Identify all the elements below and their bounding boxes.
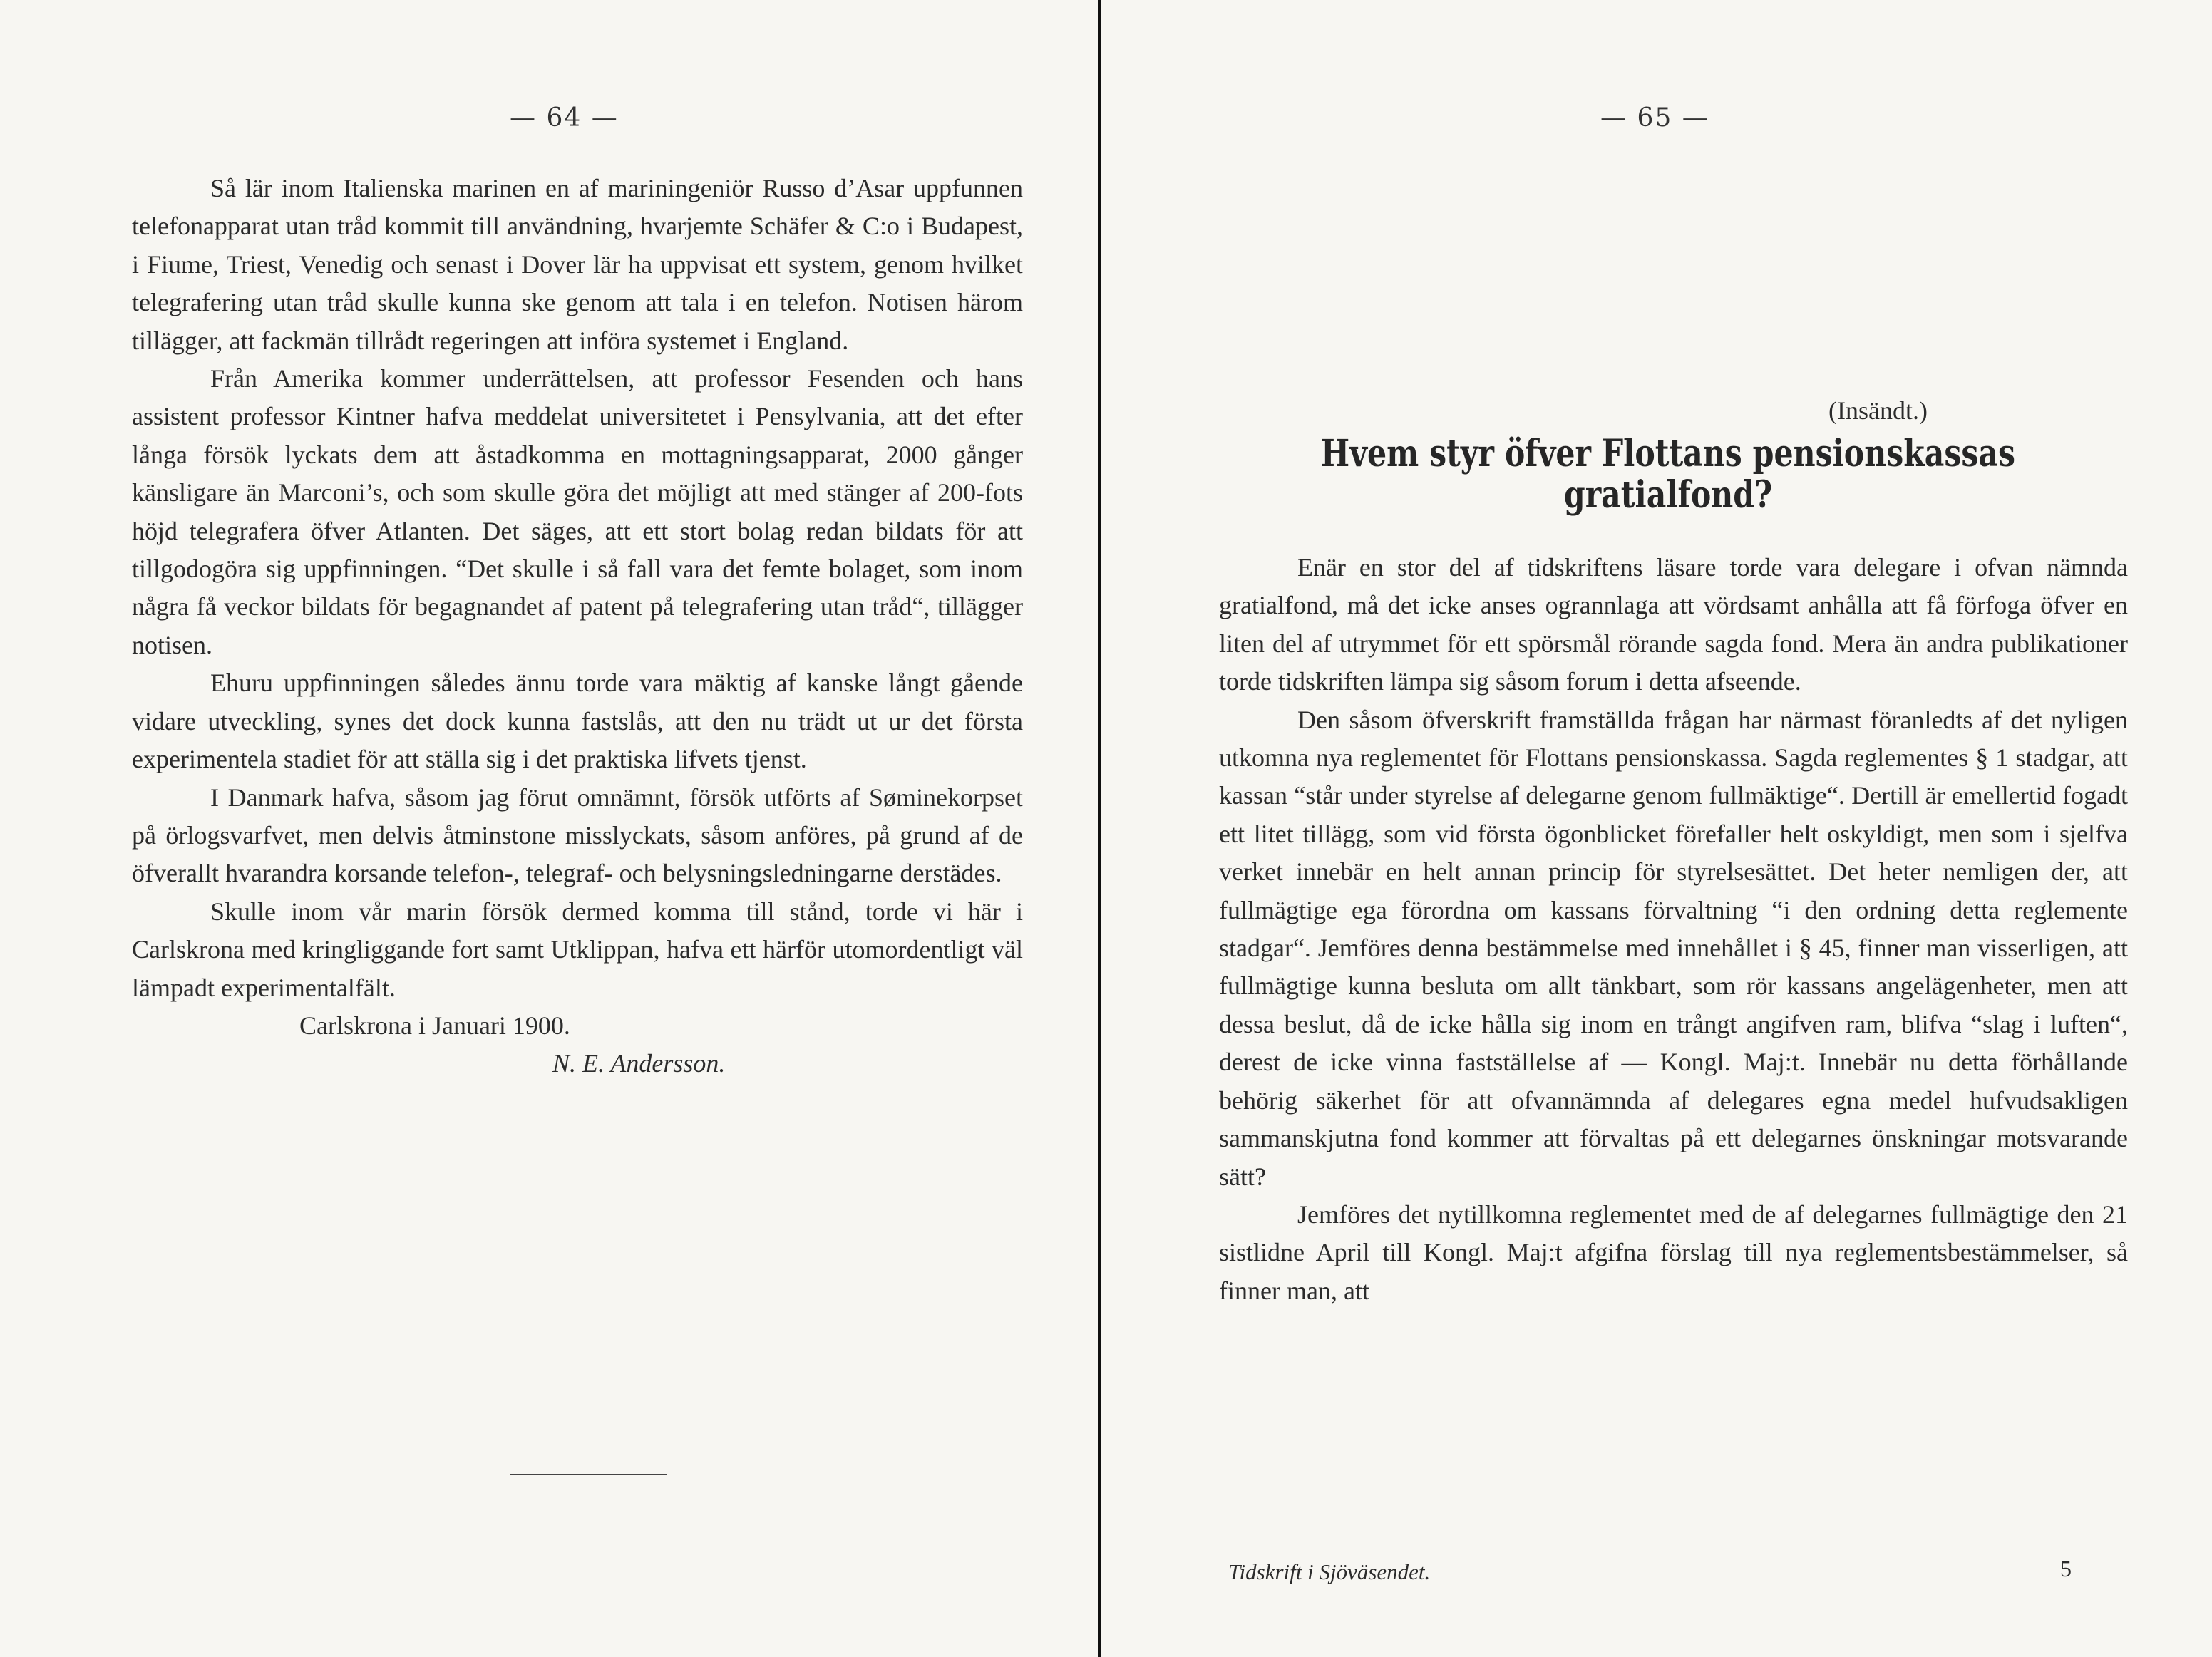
paragraph: Ehuru uppfinningen således ännu torde vara mäktig af kanske långt gående vidare utveckling, synes det dock kunna fastslås, att den nu trädt ut ur det första experimentela stadiet för att ställa sig i det praktiska lifvets tjenst. [132, 669, 1023, 774]
left-page [0, 0, 1098, 1657]
page-number: — 65 — [1600, 103, 1709, 133]
paragraph: Enär en stor del af tidskriftens läsare torde vara delegare i ofvan nämnda gratialfond, må det icke anses ogrannlaga att vördsamt anhålla att få förfoga öfver en liten del af utrymmet för ett spörsmål rörande sagda fond. Mera än andra publikationer torde tidskriften lämpa sig såsom forum i detta afseende. [1219, 553, 2128, 696]
paragraph: I Danmark hafva, såsom jag förut omnämnt, försök utförts af Søminekorpset på örlogsvarfvet, men delvis åtminstone misslyckats, såsom anföres, på grund af de öfverallt hvarandra korsande telefon-, telegraf- och belysningsledningarne derstädes. [132, 783, 1023, 888]
section-divider [510, 1474, 667, 1475]
submitted-note: (Insändt.) [1828, 396, 1928, 425]
paragraph: Från Amerika kommer underrättelsen, att professor Fesenden och hans assistent professor Kintner hafva meddelat universitetet i Pensylvania, att det efter långa försök lyckats dem att åstadkomma en mottagningsapparat, 2000 gånger känsligare än Marconi’s, och som skulle göra det möjligt att med stänger af 200-fots höjd telegrafera öfver Atlanten. Det säges, att ett stort bolag redan bildats för att tillgodogöra sig uppfinningen. “Det skulle i så fall vara det femte bolaget, som inom några få veckor bildats för begagnandet af patent på telegrafering utan tråd“, tillägger notisen. [132, 364, 1023, 659]
right-page [1101, 0, 2212, 1657]
paragraph: Så lär inom Italienska marinen en af mariningeniör Russo d’Asar uppfunnen telefonapparat utan tråd kommit till användning, hvarjemte Schäfer & C:o i Budapest, i Fiume, Triest, Venedig och senast i Dover lär ha uppvisat ett system, genom hvilket telegrafering utan tråd skulle kunna ske genom att tala i en telefon. Notisen härom tillägger, att fackmän tillrådt regeringen att införa systemet i England. [132, 174, 1023, 355]
right-page-body [1219, 549, 2128, 1310]
signature-mark: 5 [2060, 1556, 2072, 1581]
left-page-body [132, 170, 1023, 1083]
paragraph: Jemföres det nytillkomna reglementet med de af delegarnes fullmägtige den 21 sistlidne April till Kongl. Maj:t afgifna förslag till nya reglementsbestämmelser, så finner man, att [1219, 1199, 2128, 1305]
page-number: — 64 — [510, 103, 619, 133]
paragraph: Den såsom öfverskrift framställda frågan har närmast föranledts af det nyligen utkomna nya reglementet för Flottans pensionskassa. Sagda reglementes § 1 stadgar, att kassan “står under styrelse af delegarne genom fullmäktige“. Dertill är emellertid fogadt ett litet tillägg, som vid första ögonblicket förefaller helt oskyldigt, men som i sjelfva verket innebär en helt annan princip för styrelsesättet. Det heter nemligen der, att fullmägtige ega förordna om kassans förvaltning “i den ordning detta reglemente stadgar“. Jemföres denna bestämmelse med innehållet i § 45, finner man visserligen, att fullmägtige kunna besluta om allt tänkbart, som rör kassans angelägenheter, men att dessa beslut, då de icke hålla sig inom en trångt angifven ram, blifva “slag i luften“, derest de icke vinna fastställelse af — Kongl. Maj:t. Innebär nu detta förhållande behörig säkerhet för att ofvannämnda af delegares egna medel hufvudsakligen sammanskjutna fond kommer att förvaltas på ett delegarnes önskningar motsvarande sätt? [1219, 705, 2128, 1191]
author-signature: N. E. Andersson. [552, 1049, 726, 1078]
article-title: Hvem styr öfver Flottans pensionskassas gratialfond? [1320, 432, 2016, 517]
journal-name-footer: Tidskrift i Sjöväsendet. [1228, 1559, 1431, 1584]
place-date: Carlskrona i Januari 1900. [299, 1011, 570, 1040]
paragraph: Skulle inom vår marin försök dermed komma till stånd, torde vi här i Carlskrona med kringliggande fort samt Utklippan, hafva ett härför utomordentligt väl lämpadt experimentalfält. [132, 897, 1023, 1002]
